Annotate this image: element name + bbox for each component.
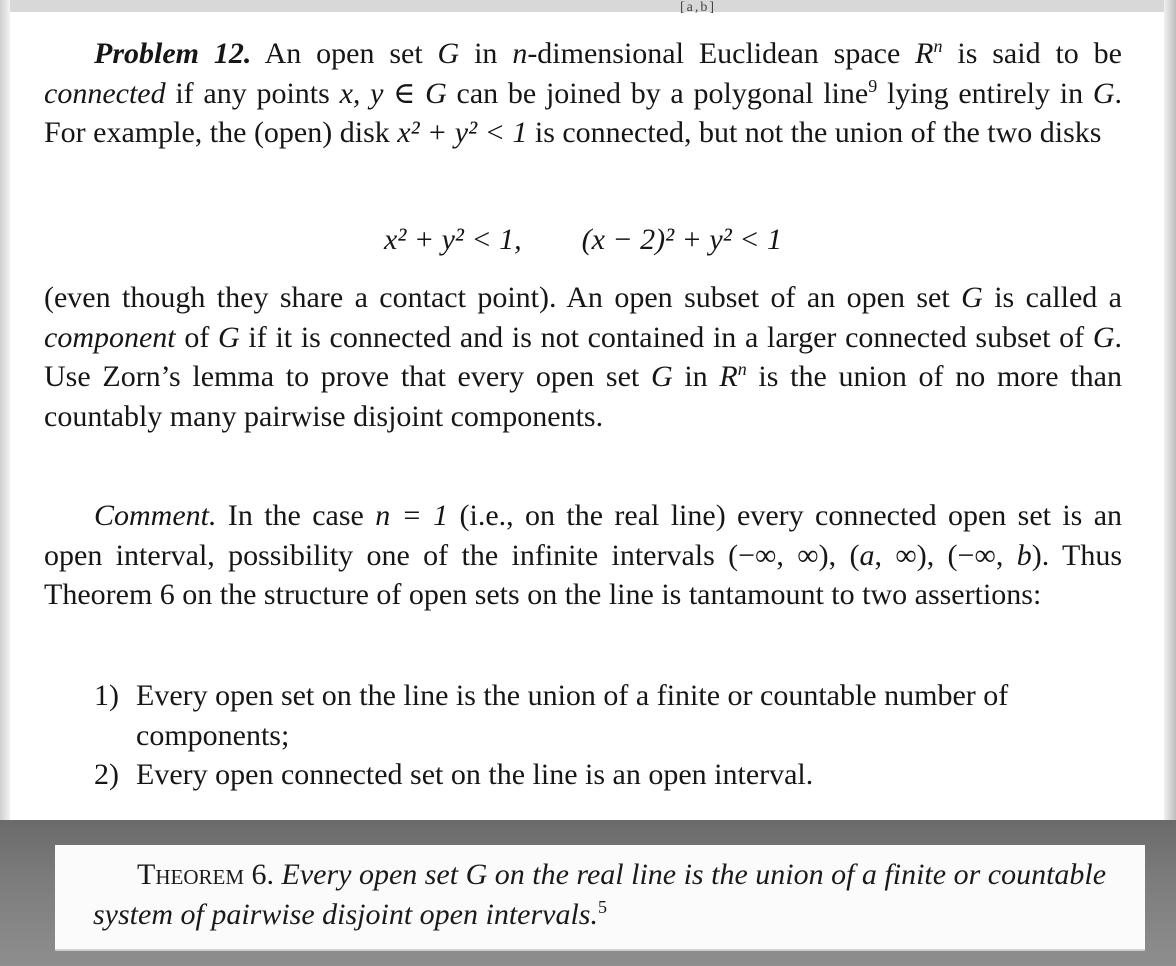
right-page-edge [1164,0,1176,820]
theorem-box [55,845,1145,951]
var-G: G [218,320,240,354]
var-G: G [1092,320,1115,354]
paragraph-text: is the union of no more than countably many pairwise disjoint components. [44,360,1122,433]
var-R-exponent: n [933,36,943,56]
paragraph-text: . Use Zorn’s lemma to prove that every open set [44,320,1122,393]
problem-paragraph [44,34,1122,153]
list-item [94,755,1124,795]
formula-left: x² + y² < 1, [384,223,522,256]
paragraph-text: is called a [982,281,1122,314]
var-G: G [650,360,673,393]
case-n: n = 1 [375,499,449,532]
problem-text: is said to be [942,37,1122,70]
problem-text: . For example, the (open) disk [44,76,1122,149]
var-R-exponent: n [737,359,747,379]
left-page-edge [0,0,10,820]
paragraph-text: if it is connected and is not contained in a larger connected subset of [239,320,1093,354]
formula-right: (x − 2)² + y² < 1 [581,223,782,256]
list-number: 1) [94,679,119,712]
assertion-list [94,676,1124,795]
var-xy: x, y ∈ G [339,76,447,110]
theorem-statement [93,855,1133,935]
top-scan-band [0,0,1176,15]
problem-label: Problem 12. [94,37,252,70]
comment-text: In the case [216,499,376,532]
problem-text: An open set [251,37,438,70]
term-component: component [44,320,176,354]
list-text: Every open connected set on the line is an open interval. [136,758,814,791]
var-G: G [437,37,460,70]
problem-text: in [459,37,513,70]
problem-text: -dimensional Euclidean space [527,37,916,70]
component-paragraph [44,278,1122,436]
paragraph-text: in [672,360,720,393]
problem-text: can be joined by a polygonal line [446,76,869,110]
footnote-marker: 9 [868,75,878,96]
list-number: 2) [94,758,119,791]
comment-label: Comment. [94,499,217,532]
var-b: b [1016,538,1032,572]
disk-inequality: x² + y² < 1 [397,116,528,149]
var-G: G [1092,76,1115,110]
problem-text: is connected, but not the union of the two disks [527,116,1102,149]
list-item [94,676,1124,755]
comment-text: (i.e., on the real line) every connected open set is an open interval, possibility one of the infinite intervals (−∞, ∞), ( [44,499,1123,572]
display-formula [44,220,1122,260]
comment-text: , ∞), (−∞, [874,538,1017,572]
theorem-label: Theorem 6. [137,858,274,891]
theorem-footnote: 5 [597,897,607,917]
term-connected: connected [44,76,166,110]
var-R: R [915,37,934,70]
var-n: n [512,37,528,70]
list-text: Every open set on the line is the union of a finite or countable number of components; [136,679,1009,752]
comment-text: ). Thus Theorem 6 on the structure of open sets on the line is tantamount to two assertions: [44,538,1122,611]
var-a: a [859,538,875,572]
header-fragment: [a,b] [680,0,717,15]
var-R: R [719,360,738,393]
paragraph-text: (even though they share a contact point). An open subset of an open set [44,281,962,314]
theorem-text: Every open set G on the real line is the union of a finite or countable system of pairwise disjoint open intervals. [93,858,1107,931]
var-G: G [961,281,983,314]
problem-text: lying entirely in [877,76,1093,110]
problem-text: if any points [165,76,340,110]
comment-paragraph [44,496,1122,615]
paragraph-text: of [175,320,219,354]
